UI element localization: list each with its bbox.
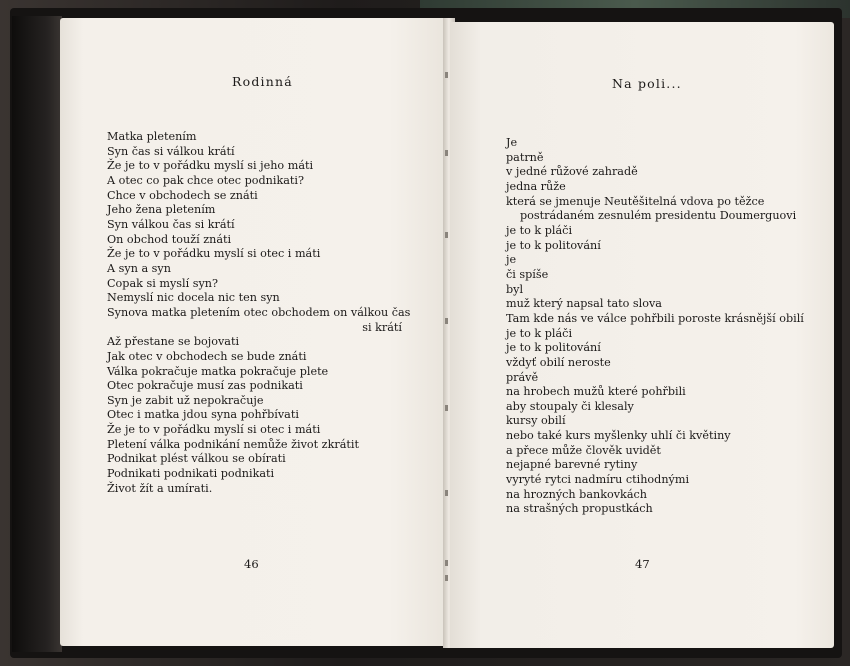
poem-line: Otec i matka jdou syna pohřbívati	[107, 408, 299, 422]
poem-line: je to k politování	[506, 238, 601, 252]
poem-line: jedna růže	[506, 179, 566, 193]
poem-line: byl	[506, 282, 524, 296]
poem-line: Jak otec v obchodech se bude znáti	[107, 349, 307, 363]
poem-line: která se jmenuje Neutěšitelná vdova po těžce	[506, 194, 765, 208]
poem-line: Je	[506, 136, 518, 149]
poem-line: A otec co pak chce otec podnikati?	[107, 173, 304, 187]
poem-line: je to k pláči	[506, 223, 573, 237]
book-spine-shadow	[12, 16, 62, 652]
poem-line: Tam kde nás ve válce pohřbili poroste krásnější obilí	[506, 311, 804, 325]
poem-line: Copak si myslí syn?	[107, 276, 218, 290]
poem-line: na strašných propustkách	[506, 502, 653, 516]
poem-line: aby stoupaly či klesaly	[506, 399, 634, 413]
left-page	[60, 18, 448, 646]
poem-line: je	[506, 253, 517, 267]
poem-line: na hrozných bankovkách	[506, 487, 647, 501]
poem-line: nebo také kurs myšlenky uhlí či květiny	[506, 429, 731, 443]
poem-line: Syn je zabit už nepokračuje	[107, 393, 264, 407]
page-title: Na poli...	[612, 76, 682, 91]
poem-line: Pletení válka podnikání nemůže život zkrátit	[107, 437, 359, 451]
poem-line: Že je to v pořádku myslí si otec i máti	[107, 247, 321, 261]
poem-line: Život žít a umírati.	[107, 481, 213, 495]
poem-line: Že je to v pořádku myslí si otec i máti	[107, 423, 321, 437]
poem-line: A syn a syn	[107, 261, 171, 275]
poem-line: a přece může člověk uvidět	[506, 443, 661, 457]
poem-line-continuation: postrádaném zesnulém presidentu Doumerguovi	[520, 209, 797, 223]
poem-text	[506, 136, 826, 517]
poem-line: je to k pláči	[506, 326, 573, 340]
poem-text	[107, 130, 411, 496]
page-number: 46	[244, 557, 259, 571]
binding-stitch	[445, 490, 448, 496]
poem-line: je to k politování	[506, 341, 601, 355]
page-number: 47	[635, 557, 650, 571]
poem-line: Nemyslí nic docela nic ten syn	[107, 291, 280, 305]
poem-line: Syn válkou čas si krátí	[107, 217, 235, 231]
poem-line: Že je to v pořádku myslí si jeho máti	[107, 159, 314, 173]
poem-line: nejapné barevné rytiny	[506, 458, 638, 472]
poem-line: kursy obilí	[506, 414, 566, 428]
binding-stitch	[445, 232, 448, 238]
poem-line: patrně	[506, 150, 544, 164]
poem-line: vždyť obilí neroste	[506, 355, 611, 369]
page-title: Rodinná	[232, 74, 293, 89]
poem-line: Válka pokračuje matka pokračuje plete	[107, 364, 329, 378]
poem-line: právě	[506, 370, 539, 384]
poem-line: Otec pokračuje musí zas podnikati	[107, 379, 303, 393]
poem-line: Až přestane se bojovati	[107, 335, 240, 349]
poem-line: Podnikati podnikati podnikati	[107, 467, 275, 481]
right-page	[450, 22, 834, 648]
binding-stitch	[445, 560, 448, 566]
poem-line: v jedné růžové zahradě	[506, 165, 638, 179]
poem-line: Chce v obchodech se znáti	[107, 188, 258, 202]
poem-line-continuation: si krátí	[362, 320, 402, 334]
poem-line: Syn čas si válkou krátí	[107, 144, 235, 158]
binding-stitch	[445, 575, 448, 581]
binding-stitch	[445, 72, 448, 78]
poem-line: On obchod touží znáti	[107, 232, 232, 246]
poem-line: Matka pletením	[107, 130, 197, 143]
binding-stitch	[445, 405, 448, 411]
poem-line: či spíše	[506, 267, 549, 281]
poem-line: vyryté rytci nadmíru ctihodnými	[506, 473, 690, 487]
poem-line: Synova matka pletením otec obchodem on válkou čas	[107, 305, 411, 319]
poem-line: Jeho žena pletením	[107, 203, 216, 217]
poem-line: na hrobech mužů které pohřbili	[506, 385, 686, 399]
binding-stitch	[445, 150, 448, 156]
poem-line: muž který napsal tato slova	[506, 297, 662, 311]
binding-stitch	[445, 318, 448, 324]
poem-line: Podnikat plést válkou se obírati	[107, 452, 286, 466]
